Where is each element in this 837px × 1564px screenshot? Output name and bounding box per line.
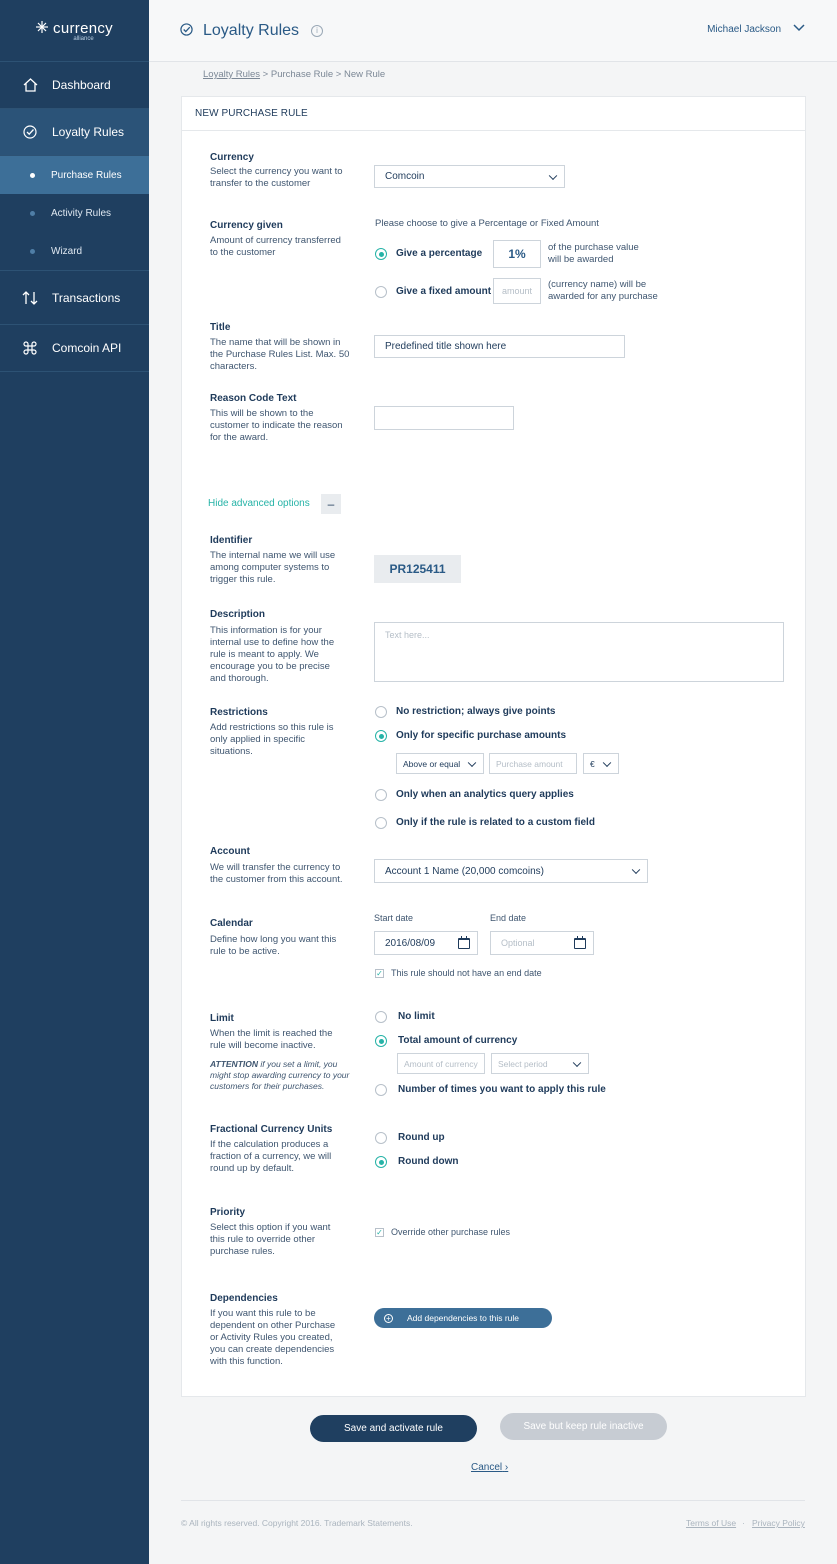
hide-advanced-toggle[interactable]: Hide advanced options [208,498,310,509]
radio-analytics-query[interactable] [375,789,387,801]
give-percentage-label: Give a percentage [396,248,483,259]
description-label: Description [210,609,266,620]
fraction-desc: If the calculation produces a fraction of a currency, we will round up by default. [210,1139,332,1174]
currency-select[interactable] [374,165,565,188]
nav-api-label: Comcoin API [52,341,122,355]
total-amount-label: Total amount of currency [398,1035,518,1046]
calendar-icon[interactable] [458,938,470,949]
restrictions-desc: Add restrictions so this rule is only applied in specific situations. [210,722,334,757]
override-checkbox[interactable]: ✓ [376,1228,383,1237]
account-label: Account [210,846,250,857]
override-label: Override other purchase rules [391,1227,511,1237]
radio-specific-amounts[interactable] [375,730,387,742]
nav-loyalty-label: Loyalty Rules [52,125,125,139]
check-circle-icon [180,23,193,39]
account-select[interactable] [374,859,648,883]
chevron-down-icon [573,1058,581,1066]
limit-attention [210,1059,350,1092]
collapse-icon[interactable]: – [321,494,341,514]
dependencies-desc: If you want this rule to be dependent on other Purchase or Activity Rules you created, you can create dependencies with this function. [210,1308,336,1367]
chevron-down-icon [632,866,640,874]
bullet-icon [30,249,35,254]
purchase-amount-input[interactable]: Purchase amount [489,753,577,774]
limit-desc: When the limit is reached the rule will become inactive. [210,1028,333,1051]
radio-round-down[interactable] [375,1156,387,1168]
description-desc: This information is for your internal use to define how the rule is meant to apply. We encourage you to be precise and thorough. [210,625,335,684]
restrictions-label: Restrictions [210,707,268,718]
info-icon[interactable]: i [311,25,323,37]
dependencies-label: Dependencies [210,1293,278,1304]
cancel-link[interactable] [471,1462,508,1473]
custom-field-label: Only if the rule is related to a custom field [396,817,595,828]
calendar-icon[interactable] [574,938,586,949]
command-icon [22,340,38,356]
chevron-down-icon [549,171,557,179]
chevron-down-icon [468,758,476,766]
breadcrumb-loyalty-link[interactable]: Loyalty Rules [203,69,261,80]
user-name: Michael Jackson [707,24,781,35]
fraction-label: Fractional Currency Units [210,1124,333,1135]
limit-amount-input[interactable]: Amount of currency [397,1053,485,1074]
privacy-link[interactable]: Privacy Policy [752,1518,805,1528]
number-of-times-label: Number of times you want to apply this rule [398,1084,606,1095]
given-hint: Please choose to give a Percentage or Fixed Amount [375,218,599,229]
top-header [149,0,837,62]
radio-round-up[interactable] [375,1132,387,1144]
radio-give-fixed[interactable] [375,286,387,298]
currency-symbol-select[interactable] [583,753,619,774]
snowflake-icon [36,20,48,37]
radio-give-percentage[interactable] [375,248,387,260]
chevron-right-icon: › [504,1462,509,1473]
no-limit-label: No limit [398,1011,435,1022]
priority-label: Priority [210,1207,246,1218]
footer-divider [181,1500,805,1501]
limit-period-select[interactable] [491,1053,589,1074]
plus-circle-icon: + [384,1314,393,1323]
calendar-desc: Define how long you want this rule to be active. [210,934,337,957]
description-textarea[interactable]: Text here... [374,622,784,682]
nav-transactions-label: Transactions [52,290,121,305]
reason-input[interactable] [374,406,514,430]
start-date-value: 2016/08/09 [385,937,436,949]
add-dependencies-label: Add dependencies to this rule [407,1313,519,1323]
comparison-value: Above or equal [403,758,461,769]
title-desc: The name that will be shown in the Purchase Rules List. Max. 50 characters. [210,337,350,372]
fixed-note: (currency name) will be awarded for any purchase [548,279,658,302]
user-menu[interactable] [707,24,805,35]
nav-transactions[interactable] [0,271,149,325]
fixed-amount-input[interactable]: amount [493,278,541,304]
radio-no-restriction[interactable] [375,706,387,718]
radio-no-limit[interactable] [375,1011,387,1023]
bullet-icon [30,211,35,216]
subnav-activity-label: Activity Rules [51,207,112,219]
start-date-label: Start date [374,913,414,923]
subnav-activity-rules[interactable] [0,194,149,232]
attention-word: ATTENTION [210,1059,259,1069]
currency-label: Currency [210,152,254,163]
round-up-label: Round up [398,1132,445,1143]
given-desc: Amount of currency transferred to the customer [210,235,341,258]
subnav-purchase-rules[interactable] [0,156,149,194]
radio-number-of-times[interactable] [375,1084,387,1096]
brand-logo[interactable] [0,0,149,62]
brand-name: currency [53,19,113,37]
start-date-input[interactable] [374,931,478,955]
nav-comcoin-api[interactable] [0,325,149,372]
footer-separator: · [742,1518,745,1528]
currency-select-value: Comcoin [385,171,425,182]
breadcrumb-rest: > Purchase Rule > New Rule [260,69,386,80]
priority-desc: Select this option if you want this rule to override other purchase rules. [210,1222,331,1257]
given-label: Currency given [210,220,283,231]
chevron-down-icon [603,758,611,766]
loyalty-subnav [0,156,149,271]
limit-label: Limit [210,1013,234,1024]
subnav-wizard-label: Wizard [51,245,83,257]
analytics-query-label: Only when an analytics query applies [396,789,574,800]
title-label: Title [210,322,231,333]
give-fixed-label: Give a fixed amount [396,286,492,297]
percentage-input[interactable]: 1% [493,240,541,268]
add-dependencies-button[interactable] [374,1308,552,1328]
breadcrumb [203,69,385,80]
brand-sub: alliance [73,35,94,42]
terms-link[interactable]: Terms of Use [686,1518,737,1528]
sidebar [0,0,149,1564]
title-input[interactable]: Predefined title shown here [374,335,625,358]
radio-custom-field[interactable] [375,817,387,829]
reason-desc: This will be shown to the customer to indicate the reason for the award. [210,408,343,443]
identifier-value: PR125411 [374,555,461,583]
save-activate-button[interactable]: Save and activate rule [310,1415,477,1442]
attention-text: if you set a limit, you might stop awarding currency to your customers for their purchases. [210,1059,350,1091]
end-date-placeholder: Optional [501,938,535,948]
reason-label: Reason Code Text [210,393,297,404]
bullet-icon [30,173,35,178]
save-inactive-button[interactable]: Save but keep rule inactive [500,1413,667,1440]
no-restriction-label: No restriction; always give points [396,706,556,717]
specific-amounts-label: Only for specific purchase amounts [396,730,567,741]
no-end-date-label: This rule should not have an end date [391,968,542,978]
rule-form-card [181,96,806,1397]
end-date-input[interactable] [490,931,594,955]
chevron-down-icon [793,24,805,35]
transfer-arrows-icon [22,290,38,306]
limit-period-placeholder: Select period [498,1058,548,1069]
identifier-label: Identifier [210,535,253,546]
currency-symbol-value: € [590,758,595,769]
footer-copyright: © All rights reserved. Copyright 2016. Trademark Statements. [181,1518,413,1528]
round-down-label: Round down [398,1156,459,1167]
account-desc: We will transfer the currency to the customer from this account. [210,862,343,885]
home-icon [22,77,38,93]
account-select-value: Account 1 Name (20,000 comcoins) [385,865,544,877]
calendar-label: Calendar [210,918,253,929]
currency-desc: Select the currency you want to transfer to the customer [210,166,343,189]
identifier-desc: The internal name we will use among computer systems to trigger this rule. [210,550,336,585]
check-circle-icon [22,124,38,140]
page-title: Loyalty Rules [203,21,300,39]
nav-dashboard-label: Dashboard [52,78,111,92]
end-date-label: End date [490,913,527,923]
subnav-purchase-label: Purchase Rules [51,169,122,181]
subnav-wizard[interactable] [0,232,149,270]
nav-dashboard[interactable] [0,62,149,109]
card-title: NEW PURCHASE RULE [182,97,805,131]
no-end-date-checkbox[interactable]: ✓ [376,969,383,978]
percentage-note: of the purchase value will be awarded [548,242,639,265]
cancel-label: Cancel [471,1462,503,1473]
radio-total-amount[interactable] [375,1035,387,1047]
nav-loyalty-rules[interactable] [0,109,149,156]
comparison-select[interactable] [396,753,484,774]
